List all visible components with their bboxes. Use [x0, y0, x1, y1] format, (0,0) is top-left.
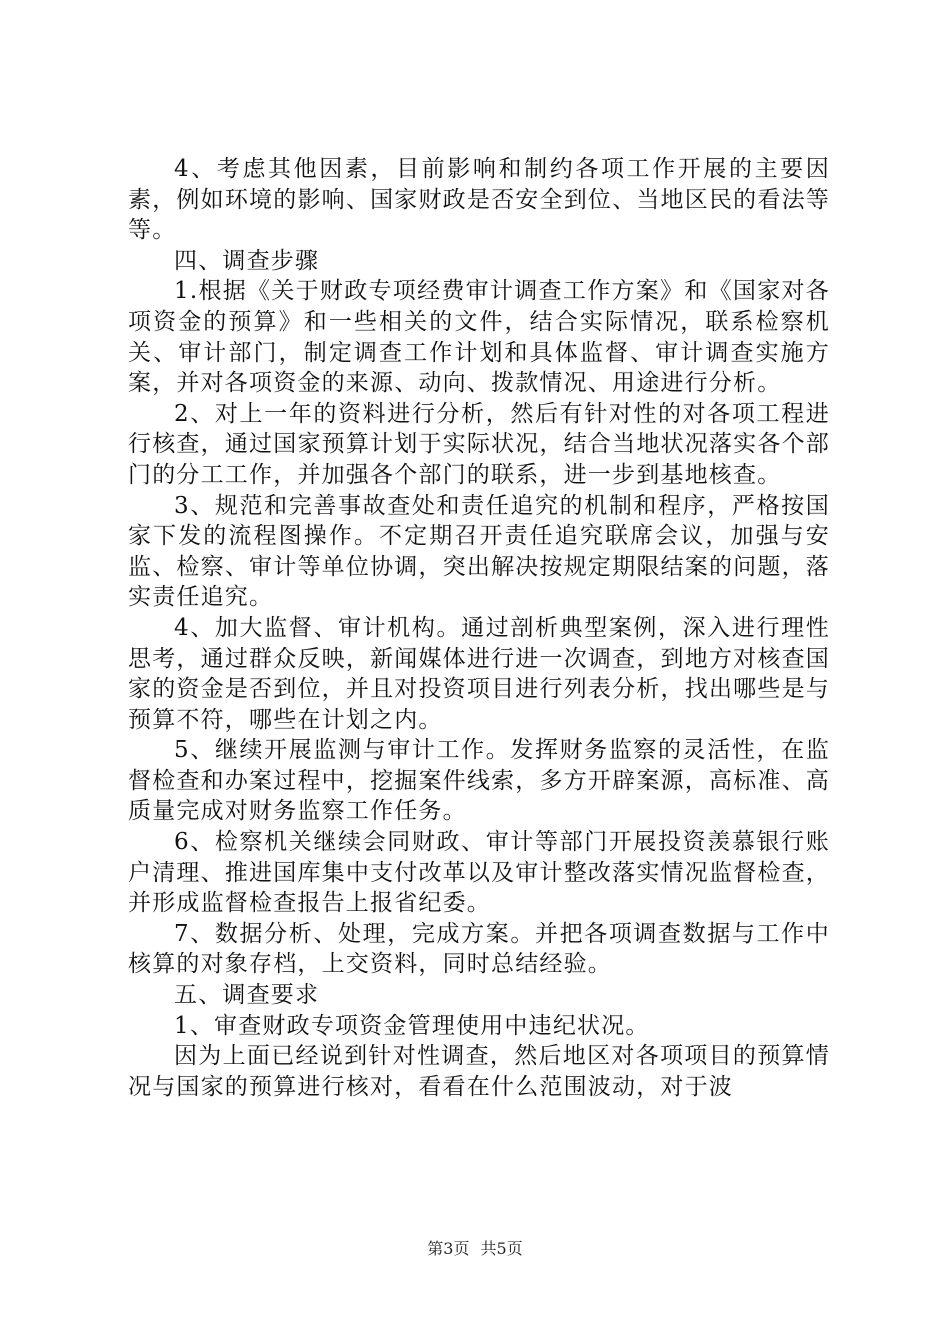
page-number: 第3页 [427, 1239, 470, 1258]
paragraph-step-7: 7、数据分析、处理，完成方案。并把各项调查数据与工作中核算的对象存档，上交资料，同时总结经验。 [128, 920, 830, 978]
section-heading-requirements: 五、调查要求 [174, 982, 320, 1009]
paragraph-step-6: 6、检察机关继续会同财政、审计等部门开展投资羡慕银行账户清理、推进国库集中支付改革以及审计整改落实情况监督检查，并形成监督检查报告上报省纪委。 [128, 829, 830, 917]
paragraph-factor-4: 4、考虑其他因素，目前影响和制约各项工作开展的主要因素，例如环境的影响、国家财政是否安全到位、当地区民的看法等等。 [128, 156, 830, 244]
page-footer [0, 1236, 950, 1259]
section-heading-steps: 四、调查步骤 [174, 247, 320, 274]
document-body [128, 154, 830, 1102]
paragraph-step-2: 2、对上一年的资料进行分析，然后有针对性的对各项工程进行核查，通过国家预算计划于实际状况，结合当地状况落实各个部门的分工工作，并加强各个部门的联系，进一步到基地核查。 [128, 400, 830, 488]
paragraph-step-3: 3、规范和完善事故查处和责任追究的机制和程序，严格按国家下发的流程图操作。不定期召开责任追究联席会议，加强与安监、检察、审计等单位协调，突出解决按规定期限结案的问题，落实责任追究。 [128, 492, 830, 611]
paragraph-requirement-1-detail: 因为上面已经说到针对性调查，然后地区对各项项目的预算情况与国家的预算进行核对，看看在什么范围波动，对于波 [128, 1043, 830, 1100]
paragraph-requirement-1: 1、审查财政专项资金管理使用中违纪状况。 [174, 1012, 650, 1039]
paragraph-step-5: 5、继续开展监测与审计工作。发挥财务监察的灵活性，在监督检查和办案过程中，挖掘案件线索，多方开辟案源，高标准、高质量完成对财务监察工作任务。 [128, 737, 830, 825]
paragraph-step-4: 4、加大监督、审计机构。通过剖析典型案例，深入进行理性思考，通过群众反映，新闻媒体进行进一次调查，到地方对核查国家的资金是否到位，并且对投资项目进行列表分析，找出哪些是与预算不符，哪些在计划之内。 [128, 614, 830, 733]
paragraph-step-1: 1.根据《关于财政专项经费审计调查工作方案》和《国家对各项资金的预算》和一些相关的文件，结合实际情况，联系检察机关、审计部门，制定调查工作计划和具体监督、审计调查实施方案，并对各项资金的来源、动向、拨款情况、用途进行分析。 [128, 278, 830, 397]
page-total: 共5页 [480, 1239, 523, 1258]
